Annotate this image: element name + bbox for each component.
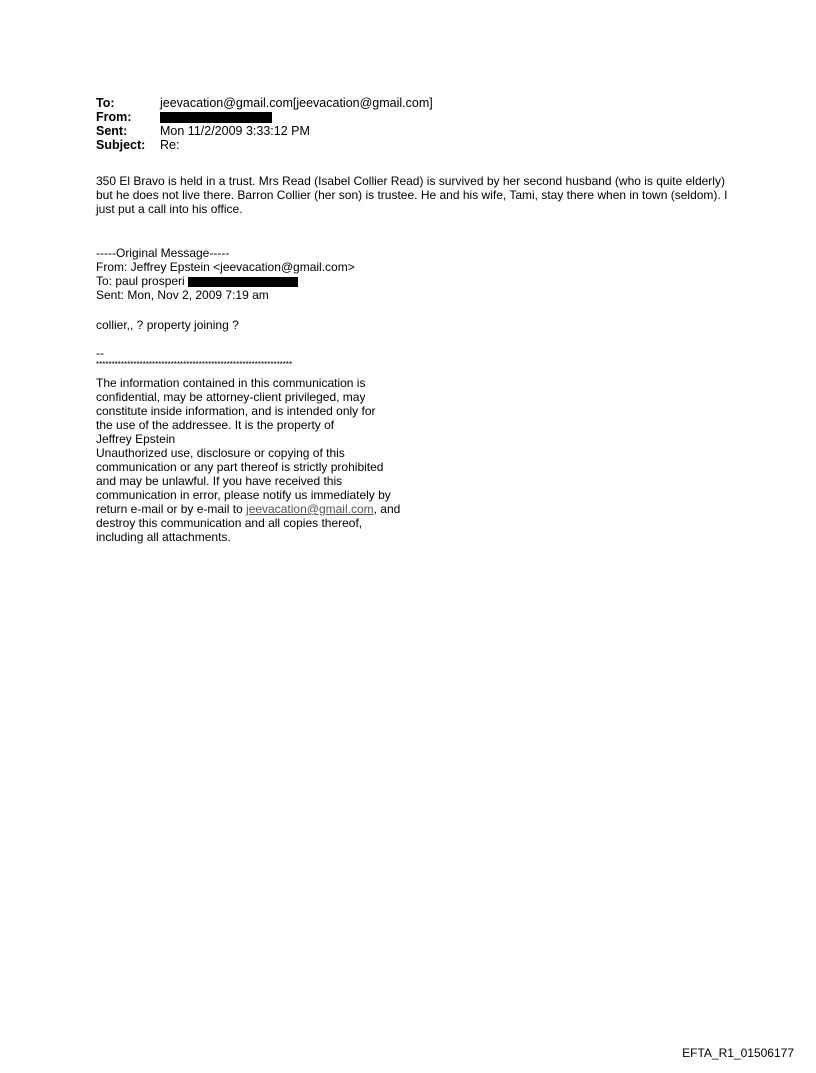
disclaimer-line: communication in error, please notify us immediately by (96, 488, 391, 502)
original-divider: -----Original Message----- (96, 246, 230, 260)
sent-row (96, 124, 433, 138)
from-label: From: (96, 110, 132, 124)
original-sent-line: Sent: Mon, Nov 2, 2009 7:19 am (96, 288, 269, 302)
from-value (160, 110, 272, 124)
reply-body: 350 El Bravo is held in a trust. Mrs Read (Isabel Collier Read) is survived by her second husband (who is quite elderly) but he does not live there. Barron Collier (her son) is trustee. He and his wife, Tami, stay there when in town (seldom). I just put a call into his office. (96, 174, 728, 216)
subject-row (96, 138, 433, 152)
original-message-body: collier,, ? property joining ? (96, 318, 239, 332)
signature-stars: *************************************************************** (96, 360, 293, 369)
disclaimer-line: constitute inside information, and is intended only for (96, 404, 376, 418)
disclaimer-return-line (96, 502, 436, 516)
sent-label: Sent: (96, 124, 128, 138)
original-to-line: To: paul prosperi (96, 274, 185, 288)
to-label: To: (96, 96, 115, 110)
disclaimer-line: including all attachments. (96, 530, 231, 544)
to-value: jeevacation@gmail.com[jeevacation@gmail.com] (160, 96, 433, 110)
return-prefix: return e-mail or by e-mail to (96, 502, 247, 516)
disclaimer-line: and may be unlawful. If you have received this (96, 474, 343, 488)
to-redaction-block (188, 277, 298, 287)
original-from-line: From: Jeffrey Epstein <jeevacation@gmail.com> (96, 260, 355, 274)
email-link[interactable]: jeevacation@gmail.com (246, 502, 374, 516)
from-row (96, 110, 433, 124)
original-message-header (96, 246, 355, 302)
email-header (96, 96, 433, 152)
document-id: EFTA_R1_01506177 (682, 1046, 794, 1060)
disclaimer-line: Unauthorized use, disclosure or copying of this (96, 446, 345, 460)
confidentiality-disclaimer (96, 376, 436, 544)
from-redaction-block (160, 112, 272, 123)
disclaimer-line: communication or any part thereof is strictly prohibited (96, 460, 384, 474)
original-to-row (96, 274, 355, 288)
disclaimer-line: the use of the addressee. It is the property of (96, 418, 335, 432)
disclaimer-line: The information contained in this communication is (96, 376, 366, 390)
disclaimer-line: confidential, may be attorney-client privileged, may (96, 390, 366, 404)
disclaimer-line: destroy this communication and all copies thereof, (96, 516, 363, 530)
to-row (96, 96, 433, 110)
subject-value: Re: (160, 138, 180, 152)
sent-value: Mon 11/2/2009 3:33:12 PM (160, 124, 310, 138)
return-suffix: , and (373, 502, 401, 516)
signature-dash: -- (96, 346, 104, 360)
disclaimer-line: Jeffrey Epstein (96, 432, 176, 446)
subject-label: Subject: (96, 138, 146, 152)
